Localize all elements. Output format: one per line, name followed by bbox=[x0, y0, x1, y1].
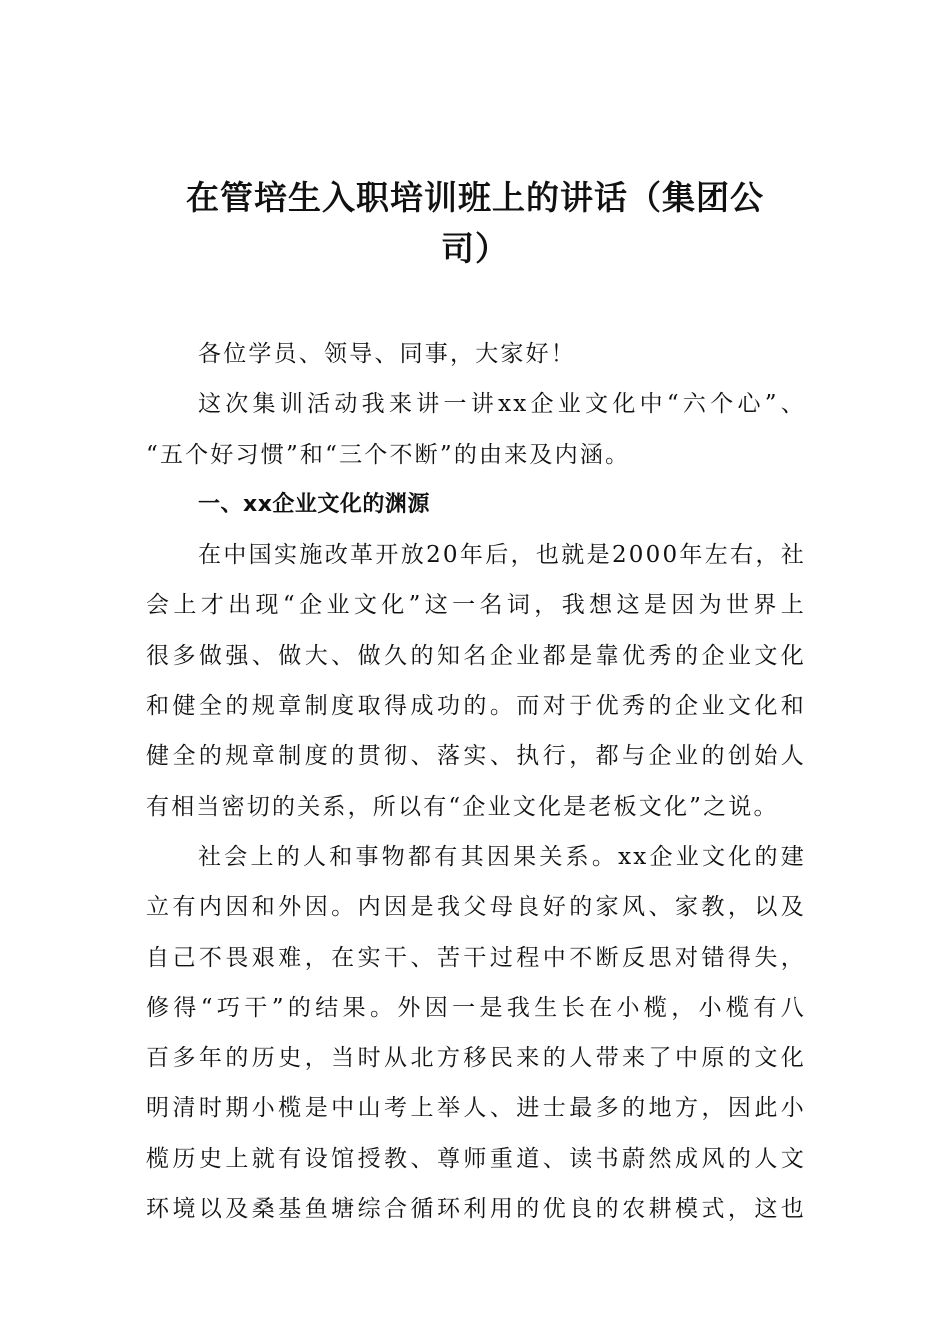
paragraph-1-line-6: 有相当密切的关系，所以有“企业文化是老板文化”之说。 bbox=[146, 793, 779, 820]
paragraph-2-line-4: 修得“巧干”的结果。外因一是我生长在小榄，小榄有八 bbox=[146, 994, 806, 1021]
title-line-1: 在管培生入职培训班上的讲话（集团公 bbox=[186, 178, 764, 217]
intro-line-1: 这次集训活动我来讲一讲xx企业文化中“六个心”、 bbox=[198, 391, 806, 418]
paragraph-2-line-1: 社会上的人和事物都有其因果关系。xx企业文化的建 bbox=[198, 843, 806, 870]
greeting-paragraph bbox=[146, 329, 806, 379]
page-title bbox=[160, 172, 790, 274]
title-line-2: 司） bbox=[441, 229, 509, 268]
paragraph-2-line-5: 百多年的历史，当时从北方移民来的人带来了中原的文化 bbox=[146, 1045, 806, 1072]
paragraph-2-line-2: 立有内因和外因。内因是我父母良好的家风、家教，以及 bbox=[146, 894, 806, 921]
paragraph-1-line-2: 会上才出现“企业文化”这一名词，我想这是因为世界上 bbox=[146, 592, 806, 619]
paragraph-2-line-7: 榄历史上就有设馆授教、尊师重道、读书蔚然成风的人文 bbox=[146, 1145, 806, 1172]
paragraph-1-line-3: 很多做强、做大、做久的知名企业都是靠优秀的企业文化 bbox=[146, 642, 806, 669]
paragraph-1-line-1: 在中国实施改革开放20年后，也就是2000年左右，社 bbox=[198, 542, 806, 569]
section-heading: 一、xx企业文化的渊源 bbox=[198, 491, 430, 517]
document-body bbox=[146, 329, 806, 1234]
paragraph-2-line-8: 环境以及桑基鱼塘综合循环利用的优良的农耕模式，这也 bbox=[146, 1196, 806, 1223]
body-paragraph-1 bbox=[146, 530, 806, 832]
intro-paragraph bbox=[146, 379, 806, 480]
intro-line-2: “五个好习惯”和“三个不断”的由来及内涵。 bbox=[146, 441, 631, 468]
paragraph-1-line-4: 和健全的规章制度取得成功的。而对于优秀的企业文化和 bbox=[146, 693, 806, 720]
paragraph-2-line-6: 明清时期小榄是中山考上举人、进士最多的地方，因此小 bbox=[146, 1095, 806, 1122]
paragraph-1-line-5: 健全的规章制度的贯彻、落实、执行，都与企业的创始人 bbox=[146, 743, 806, 770]
paragraph-2-line-3: 自己不畏艰难，在实干、苦干过程中不断反思对错得失， bbox=[146, 944, 806, 971]
greeting-text: 各位学员、领导、同事，大家好！ bbox=[198, 341, 576, 367]
body-paragraph-2 bbox=[146, 832, 806, 1234]
